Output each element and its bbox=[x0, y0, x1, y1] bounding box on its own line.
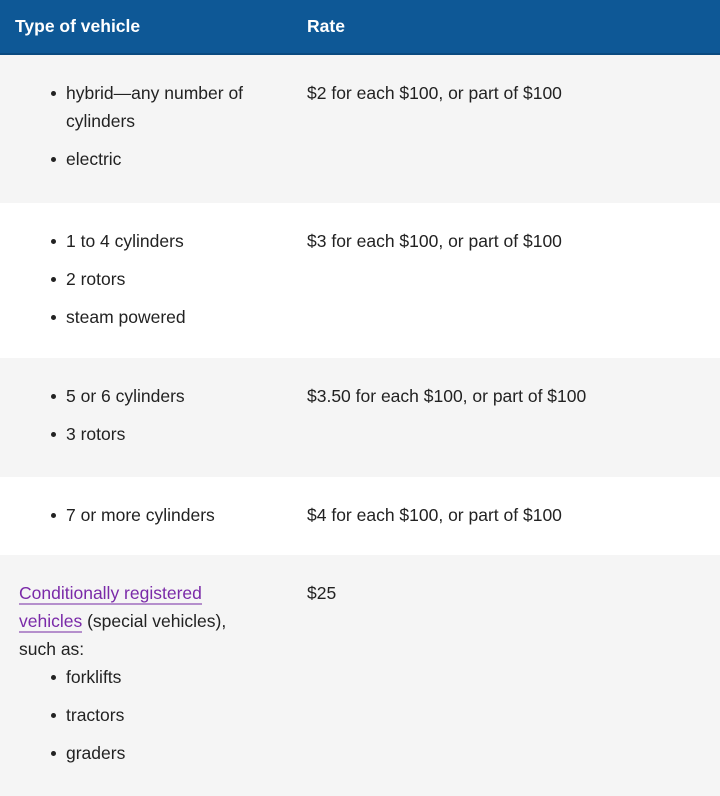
rate-value: $3 for each $100, or part of $100 bbox=[307, 231, 562, 251]
special-vehicle-list bbox=[0, 663, 307, 767]
rate-value: $2 for each $100, or part of $100 bbox=[307, 83, 562, 103]
table-row bbox=[0, 55, 720, 203]
special-vehicles-description bbox=[0, 579, 307, 663]
header-rate: Rate bbox=[307, 16, 345, 36]
table-header bbox=[0, 0, 720, 55]
vehicle-type-list bbox=[0, 382, 307, 448]
list-item: 2 rotors bbox=[48, 265, 307, 293]
rate-value: $25 bbox=[307, 583, 337, 603]
list-item: forklifts bbox=[48, 663, 307, 691]
vehicle-type-list bbox=[0, 227, 307, 331]
list-item: 7 or more cylinders bbox=[48, 501, 307, 529]
table-row bbox=[0, 358, 720, 477]
list-item: steam powered bbox=[48, 303, 307, 331]
conditionally-registered-vehicles-link[interactable]: vehicles bbox=[19, 611, 83, 631]
table-row bbox=[0, 203, 720, 358]
list-item: tractors bbox=[48, 701, 307, 729]
rate-value: $3.50 for each $100, or part of $100 bbox=[307, 386, 587, 406]
list-item: hybrid—any number of cylinders bbox=[48, 79, 266, 135]
table-row bbox=[0, 477, 720, 555]
list-item: graders bbox=[48, 739, 307, 767]
list-item: 1 to 4 cylinders bbox=[48, 227, 307, 255]
special-vehicles-text: (special vehicles), bbox=[87, 611, 227, 631]
header-type-of-vehicle: Type of vehicle bbox=[15, 16, 141, 36]
list-item: electric bbox=[48, 145, 307, 173]
such-as-text: such as: bbox=[19, 639, 85, 659]
list-item: 3 rotors bbox=[48, 420, 307, 448]
conditionally-registered-vehicles-link[interactable]: Conditionally registered bbox=[19, 583, 202, 603]
rate-value: $4 for each $100, or part of $100 bbox=[307, 505, 562, 525]
table-row bbox=[0, 555, 720, 796]
vehicle-type-list bbox=[0, 79, 307, 173]
list-item: 5 or 6 cylinders bbox=[48, 382, 307, 410]
vehicle-type-list bbox=[0, 501, 307, 529]
